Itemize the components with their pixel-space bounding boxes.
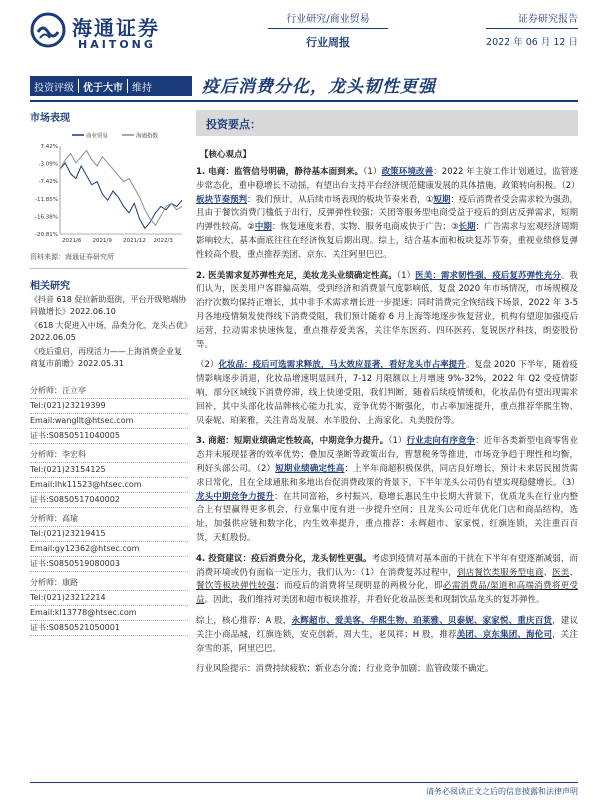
- analyst-cert: 证书:S0850517040002: [30, 493, 188, 508]
- chart-source: 资料来源：海通证券研究所: [30, 252, 188, 269]
- core-view-title: 【核心观点】: [200, 150, 252, 160]
- analyst-list: [30, 384, 188, 636]
- rating-bar: [30, 76, 192, 96]
- x-tick-label: 2021/6: [62, 238, 82, 244]
- paragraph-recommendations: 综上，核心推荐：A 股，永辉超市、爱美客、华熙生物、珀莱雅、贝泰妮、家家悦、重庆百货，建议关注小商品城，红旗连锁，安克创新，周大生，老凤祥；H 股，推荐美团、京东集团、海伦司，关注奈雪的茶，阿里巴巴。: [196, 615, 578, 654]
- analyst-name: 分析师：高瑜: [30, 512, 188, 527]
- y-tick-label: -7.42%: [38, 179, 58, 186]
- y-tick-label: 7.42%: [40, 144, 58, 150]
- analyst-cert: 证书:S0850519080003: [30, 557, 188, 572]
- footer-disclaimer: 请务必阅读正文之后的信息披露和法律声明: [426, 787, 578, 796]
- haitong-logo-icon: [30, 12, 66, 48]
- key-points-title: 投资要点：: [196, 110, 578, 136]
- paragraph-ecommerce: 1. 电商：监管信号明确，静待基本面到来。（1）政策环境改善：2022 年主旋工作计划通过，监管逐步常态化，重申稳增长不动摇，有望出台支持平台经济规范健康发展的具体措施，政策转向积极。（2）板块节奏预判：我们预计，从后续市场表现的板块节奏来看，①短期：疫后消费者受会需求较为强劲，且由于餐饮消费门槛低于出行，反弹弹性较强；关团等服务型电商受益于疫后的到店反弹需求，短期内弹性较高。②中期：恢复速度来看，实物、服务电商成快于广告；③长期：广告需求与宏观经济周期影响较大，基本面底往往在经济恢复后期出现。综上，结合基本面和板块复苏节奏，重视业绩修复弹性较高个股，重点推荐美团、京东、关注阿里巴巴。: [196, 167, 580, 260]
- series-line: [60, 163, 182, 229]
- legend-label: 商业贸易: [86, 133, 109, 140]
- report-header: [0, 0, 600, 66]
- report-meta-block: [486, 10, 578, 48]
- report-date: 2022 年 06 月 12 日: [486, 37, 578, 48]
- paragraph-supermarket: 3. 商超：短期业绩确定性较高，中期竞争力提升。（1）行业走向有序竞争：近年各类新型电商零售业态并未展现显著的效率优势；叠加反垄断等政策出台，智慧税务等推进，市场竞争趋于理性和均衡，利好头部公司。（2）短期业绩确定性高：上半年商超积极保供，同店良好增长，预计未来居民囤货需求日常化，且在全球通胀和多地出台促消费政策的背景下，下半年龙头公司仍有望实现稳健增长。（3）龙头中期竞争力提升：在共同富裕，乡村振兴，稳增长惠民生中长期大背景下，优质龙头在行业内整合上有望赢得更多机会，行业集中度有进一步提升空间；且龙头公司近年优化门店和商品结构，选址，加强供应链和数字化，内生效率提升，重点推荐：永辉超市、家家悦、红旗连锁，关注重百百货，天虹股份。: [196, 436, 580, 543]
- main-content: [196, 104, 578, 684]
- paragraph-investment-advice: 4. 投资建议：疫后消费分化，龙头韧性更强。考虑到疫情对基本面的干扰在下半年有望逐渐减弱，而消费环境或仍有面临一定压力，我们认为：（1）在消费复苏过程中，到店餐饮类服务型电商、医美、餐饮等板块弹性较强；而疫后的消费将呈现明显的两极分化，即必需消费品/渠道和高端消费将更受益。因此，我们维持对美团和超市板块推荐，并看好化妆品医美和现制饮品龙头的复苏弹性。: [196, 553, 578, 606]
- footer-divider: [30, 782, 578, 783]
- paragraph-medical-aesthetics: 2. 医美需求复苏弹性充足，美妆龙头业绩确定性高。（1）医美：需求韧性强，疫后复苏弹性充分。我们认为，医美用户客群偏高端，受到经济和消费景气度影响低，复盘 2020 年市场情况，市场规模及治疗次数均保持正增长，其中非手术需求增长进一步提速；同时消费完全恢结线下场景，2022 年 3-5 月各地疫情频发使得线下消费受阻，我们预计随着 6 月上海等地逐步恢复营业，机构有望迎加强疫后运营，拉动需求快速恢复，重点推荐爱美客，关注华东医药、四环医药、复锐医疗科技，朗姿股份等。: [196, 270, 578, 350]
- analyst-name: 分析师：汪立亭: [30, 384, 188, 399]
- analyst-name: 分析师：康路: [30, 576, 188, 591]
- y-tick-label: -11.85%: [35, 196, 58, 203]
- rating-label: 投资评级: [34, 82, 74, 94]
- analyst-tel: Tel:(021)23219399: [30, 399, 188, 414]
- series-line: [60, 150, 182, 225]
- y-tick-label: -16.38%: [35, 214, 58, 221]
- related-title: 相关研究: [30, 281, 70, 292]
- legend-label: 海通指数: [136, 133, 159, 140]
- x-tick-label: 2021/12: [123, 238, 146, 244]
- doc-type: 证券研究报告: [486, 10, 578, 29]
- sidebar: [30, 104, 192, 636]
- analyst-tel: Tel:(021)23154125: [30, 463, 188, 478]
- market-chart: [30, 128, 188, 248]
- analyst-cert: 证书:S0850521050001: [30, 621, 188, 636]
- page-title: 疫后消费分化，龙头韧性更强: [202, 77, 436, 97]
- market-title: 市场表现: [30, 113, 70, 124]
- market-chart-svg: [30, 128, 188, 248]
- rating-value: 优于大市: [83, 82, 123, 94]
- related-item[interactable]: 《疫后重启，再现活力——上海消费企业复商复市前瞻》2022.05.31: [30, 347, 182, 368]
- logo-english: HAITONG: [78, 38, 156, 51]
- analyst-email[interactable]: Email:kl13778@htsec.com: [30, 606, 188, 621]
- paragraph-cosmetics: （2）化妆品：疫后可选需求释放，马太效应显著，看好龙头市占率提升。复盘 2020 下半年，随着疫情影响逐步消退，化妆品增速明显回升，7-12 月限额以上月增速 9%-32%，2022 年 Q2 受疫情影响，部分区域线下消费停滞，线上快递受阻，我们判断，随着后续疫情缓和，化妆品仍有望出现需求回补，其中头部化妆品牌核心能力扎实，竞争优势不断强化，市占率加速提升，重点推荐华熙生物、贝泰妮、珀莱雅，关注青岛发展、水羊股份、上海家化、丸美股份等。: [196, 360, 578, 426]
- analyst-email[interactable]: Email:wangllt@htsec.com: [30, 414, 188, 429]
- analyst-email[interactable]: Email:lhk11523@htsec.com: [30, 478, 188, 493]
- x-tick-label: 2021/9: [92, 238, 112, 244]
- x-tick-label: 2022/3: [153, 238, 173, 244]
- analyst-tel: Tel:(021)23219415: [30, 527, 188, 542]
- analyst-tel: Tel:(021)23212214: [30, 591, 188, 606]
- analyst-name: 分析师：李宏科: [30, 448, 188, 463]
- report-type: 行业周报: [306, 36, 350, 49]
- y-tick-label: -3.09%: [38, 161, 58, 168]
- risk-warning: 行业风险提示：消费持续疲软；新业态分流；行业竞争加剧；监管政策不确定。: [196, 664, 494, 675]
- logo-chinese: 海通证券: [72, 16, 160, 40]
- title-divider: [30, 100, 578, 102]
- related-item[interactable]: 《抖音 618 促拉新助逛街，平台开级赔端协同做增长》2022.06.10: [30, 295, 187, 316]
- analyst-cert: 证书:S0850511040005: [30, 429, 188, 444]
- rating-action: 维持: [132, 82, 152, 94]
- y-tick-label: -20.81%: [35, 232, 58, 238]
- company-logo: [30, 10, 180, 54]
- related-item[interactable]: 《618 大促进入中场，品类分化，龙头占优》2022.06.05: [30, 321, 192, 342]
- report-category: 行业研究/商业贸易: [268, 10, 388, 29]
- analyst-email[interactable]: Email:gy12362@htsec.com: [30, 542, 188, 557]
- report-category-block: [268, 10, 388, 50]
